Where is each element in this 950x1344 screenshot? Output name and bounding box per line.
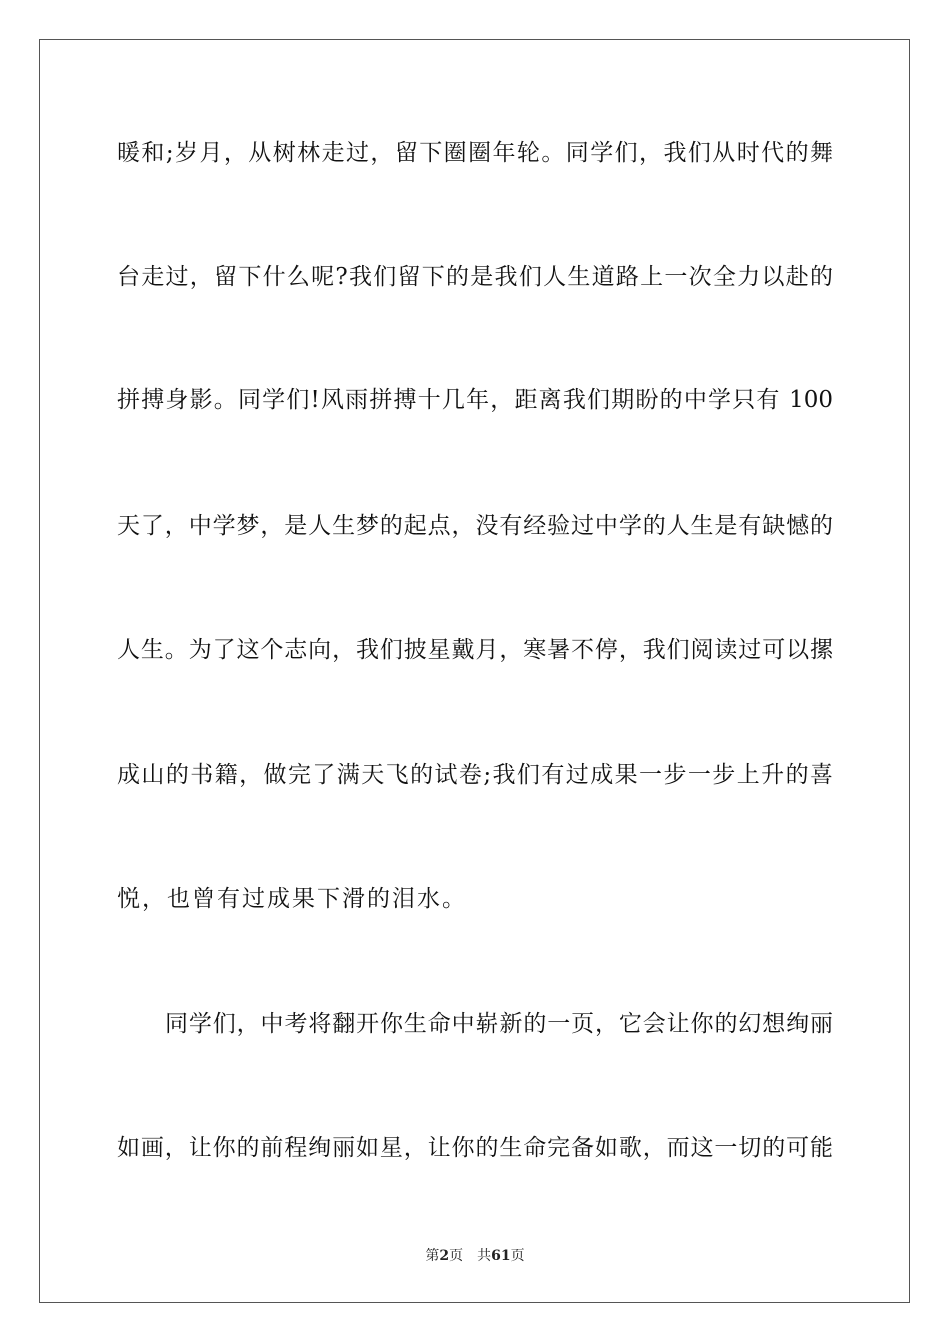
page-footer [0, 1247, 950, 1265]
footer-total-pages: 61 [491, 1248, 511, 1264]
footer-page-prefix: 第 [425, 1248, 440, 1264]
footer-total-prefix: 共 [477, 1248, 492, 1264]
body-line-5: 人生。为了这个志向，我们披星戴月，寒暑不停，我们阅读过可以摞 [117, 637, 833, 663]
body-line-7: 悦，也曾有过成果下滑的泪水。 [117, 886, 467, 912]
body-line-8: 同学们，中考将翻开你生命中崭新的一页，它会让你的幻想绚丽 [165, 1011, 833, 1037]
body-line-9: 如画，让你的前程绚丽如星，让你的生命完备如歌，而这一切的可能 [117, 1135, 833, 1161]
body-line-3: 拼搏身影。同学们!风雨拼搏十几年，距离我们期盼的中学只有 100 [117, 387, 833, 413]
body-line-4: 天了，中学梦，是人生梦的起点，没有经验过中学的人生是有缺憾的 [117, 513, 833, 539]
body-line-1: 暖和;岁月，从树林走过，留下圈圈年轮。同学们，我们从时代的舞 [117, 140, 833, 166]
footer-total-suffix: 页 [510, 1248, 525, 1264]
footer-page-suffix: 页 [449, 1248, 464, 1264]
body-line-6: 成山的书籍，做完了满天飞的试卷;我们有过成果一步一步上升的喜 [117, 762, 833, 788]
footer-page-number: 2 [439, 1248, 450, 1264]
page-frame [39, 39, 910, 1303]
body-line-2: 台走过，留下什么呢?我们留下的是我们人生道路上一次全力以赴的 [117, 264, 833, 290]
